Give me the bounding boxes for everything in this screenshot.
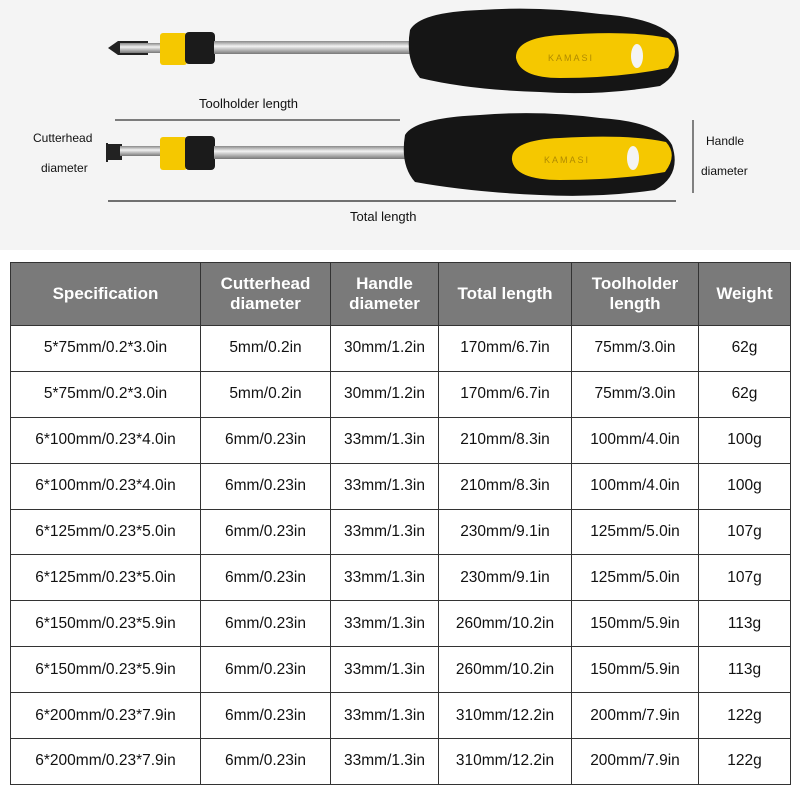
total-length-cell: 170mm/6.7in [439, 371, 572, 417]
table-row [11, 509, 791, 555]
cutterhead-cell: 6mm/0.23in [201, 463, 331, 509]
table-header-row [11, 263, 791, 326]
spec-cell: 6*150mm/0.23*5.9in [11, 601, 201, 647]
weight-cell: 100g [699, 463, 791, 509]
table-row [11, 601, 791, 647]
total-length-label: Total length [350, 209, 417, 224]
cutterhead-cell: 5mm/0.2in [201, 326, 331, 372]
spec-cell: 6*200mm/0.23*7.9in [11, 693, 201, 739]
handle-label-line2: diameter [701, 164, 748, 178]
toolholder-cell: 200mm/7.9in [572, 739, 699, 785]
spec-cell: 5*75mm/0.2*3.0in [11, 326, 201, 372]
spec-cell: 6*125mm/0.23*5.0in [11, 555, 201, 601]
spec-cell: 6*125mm/0.23*5.0in [11, 509, 201, 555]
cutterhead-cell: 6mm/0.23in [201, 693, 331, 739]
toolholder-cell: 100mm/4.0in [572, 463, 699, 509]
handle-cell: 33mm/1.3in [331, 555, 439, 601]
toolholder-cell: 75mm/3.0in [572, 371, 699, 417]
cutterhead-cell: 6mm/0.23in [201, 417, 331, 463]
spec-cell: 6*200mm/0.23*7.9in [11, 739, 201, 785]
cutterhead-cell: 6mm/0.23in [201, 647, 331, 693]
handle-cell: 33mm/1.3in [331, 739, 439, 785]
toolholder-cell: 125mm/5.0in [572, 555, 699, 601]
handle-cell: 33mm/1.3in [331, 693, 439, 739]
header-total-length: Total length [439, 263, 572, 326]
handle-cell: 30mm/1.2in [331, 326, 439, 372]
spec-cell: 6*150mm/0.23*5.9in [11, 647, 201, 693]
spec-cell: 5*75mm/0.2*3.0in [11, 371, 201, 417]
weight-cell: 113g [699, 601, 791, 647]
cutterhead-cell: 6mm/0.23in [201, 555, 331, 601]
total-length-cell: 230mm/9.1in [439, 555, 572, 601]
weight-cell: 100g [699, 417, 791, 463]
handle-cell: 30mm/1.2in [331, 371, 439, 417]
phillips-screwdriver [108, 9, 679, 93]
table-row [11, 555, 791, 601]
weight-cell: 113g [699, 647, 791, 693]
weight-cell: 122g [699, 693, 791, 739]
svg-text:KAMASI: KAMASI [544, 155, 591, 165]
table-row [11, 647, 791, 693]
total-length-cell: 310mm/12.2in [439, 739, 572, 785]
weight-cell: 62g [699, 326, 791, 372]
header-handle-diameter: Handle diameter [331, 263, 439, 326]
header-toolholder-length: Toolholder length [572, 263, 699, 326]
header-cutterhead-diameter: Cutterhead diameter [201, 263, 331, 326]
product-diagram [0, 0, 800, 250]
toolholder-cell: 100mm/4.0in [572, 417, 699, 463]
handle-cell: 33mm/1.3in [331, 417, 439, 463]
header-weight: Weight [699, 263, 791, 326]
handle-cell: 33mm/1.3in [331, 601, 439, 647]
cutterhead-cell: 6mm/0.23in [201, 739, 331, 785]
handle-cell: 33mm/1.3in [331, 647, 439, 693]
table-row [11, 417, 791, 463]
handle-label-line1: Handle [706, 134, 745, 148]
total-length-cell: 260mm/10.2in [439, 601, 572, 647]
table-row [11, 326, 791, 372]
cutterhead-cell: 6mm/0.23in [201, 601, 331, 647]
total-length-cell: 210mm/8.3in [439, 463, 572, 509]
weight-cell: 107g [699, 555, 791, 601]
cutterhead-cell: 5mm/0.2in [201, 371, 331, 417]
total-length-cell: 310mm/12.2in [439, 693, 572, 739]
header-specification: Specification [11, 263, 201, 326]
toolholder-cell: 200mm/7.9in [572, 693, 699, 739]
cutterhead-label-line1: Cutterhead [33, 131, 93, 145]
toolholder-cell: 75mm/3.0in [572, 326, 699, 372]
total-length-cell: 210mm/8.3in [439, 417, 572, 463]
spec-table [10, 262, 791, 785]
flathead-screwdriver [108, 113, 675, 196]
table-row [11, 371, 791, 417]
spec-cell: 6*100mm/0.23*4.0in [11, 463, 201, 509]
table-row [11, 693, 791, 739]
cutterhead-cell: 6mm/0.23in [201, 509, 331, 555]
brand-logo: KAMASI [548, 53, 595, 63]
table-row [11, 739, 791, 785]
weight-cell: 122g [699, 739, 791, 785]
total-length-cell: 230mm/9.1in [439, 509, 572, 555]
toolholder-cell: 150mm/5.9in [572, 647, 699, 693]
cutterhead-label-line2: diameter [41, 161, 88, 175]
weight-cell: 62g [699, 371, 791, 417]
weight-cell: 107g [699, 509, 791, 555]
total-length-cell: 170mm/6.7in [439, 326, 572, 372]
total-length-cell: 260mm/10.2in [439, 647, 572, 693]
toolholder-cell: 125mm/5.0in [572, 509, 699, 555]
toolholder-cell: 150mm/5.9in [572, 601, 699, 647]
handle-cell: 33mm/1.3in [331, 463, 439, 509]
spec-cell: 6*100mm/0.23*4.0in [11, 417, 201, 463]
toolholder-length-label: Toolholder length [199, 96, 299, 111]
handle-cell: 33mm/1.3in [331, 509, 439, 555]
table-row [11, 463, 791, 509]
